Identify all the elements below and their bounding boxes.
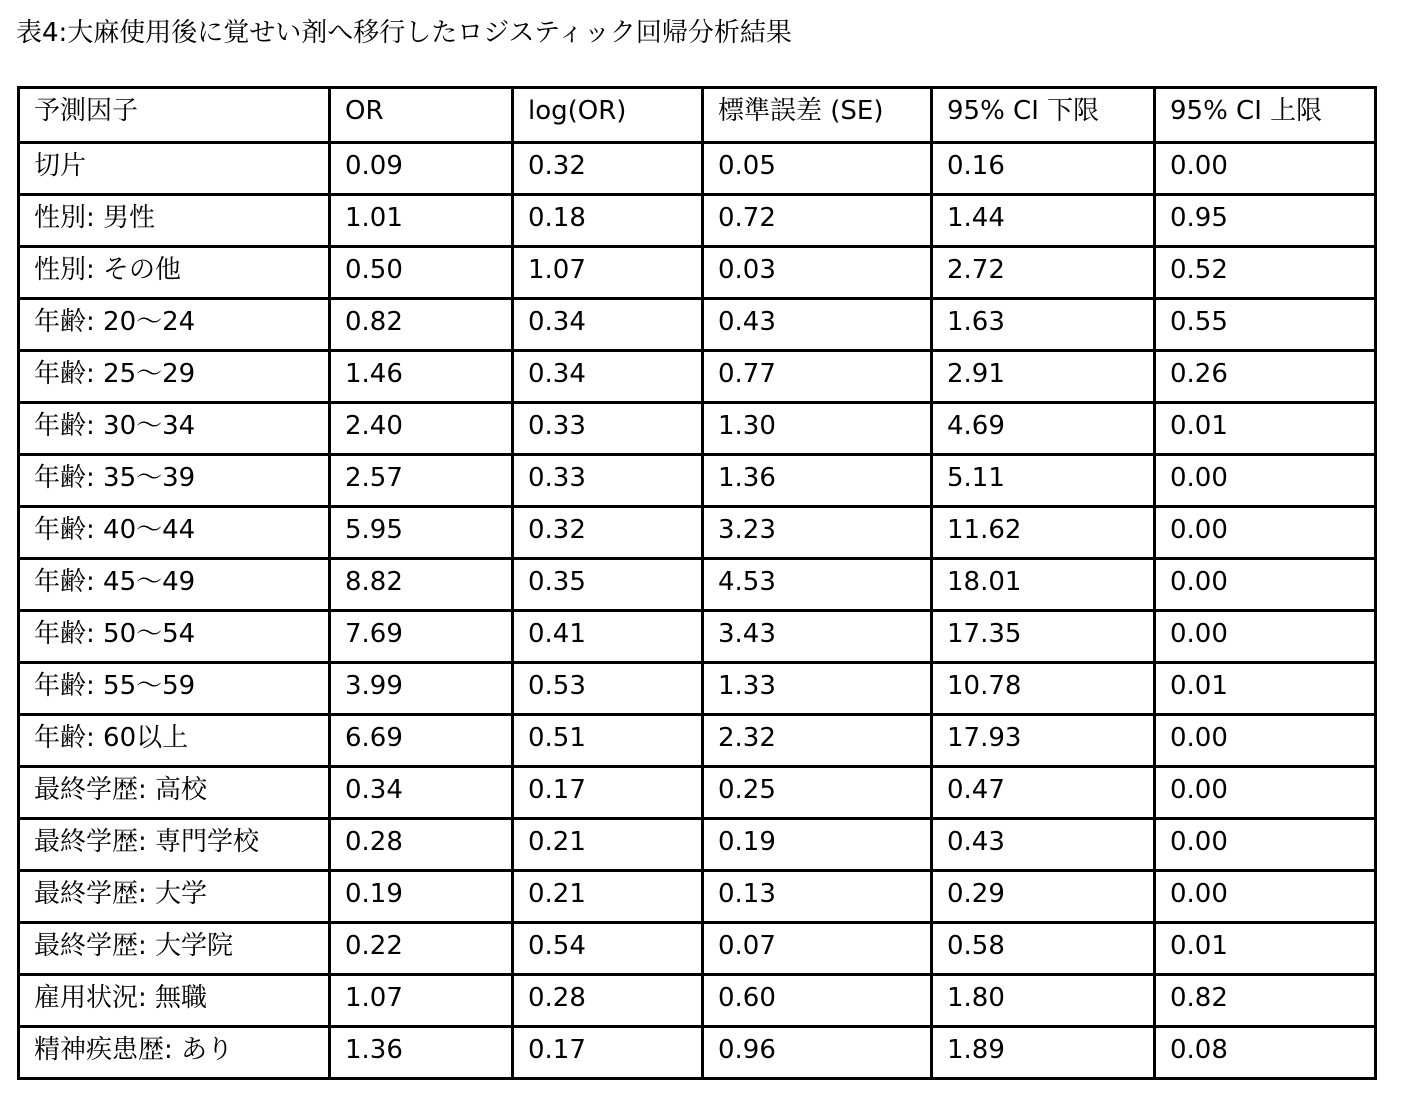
cell-ci-upper: 0.26	[1155, 351, 1376, 403]
cell-predictor: 年齢: 60以上	[19, 715, 330, 767]
cell-log-or: 0.17	[513, 767, 703, 819]
table-row	[19, 507, 1376, 559]
cell-or: 1.36	[330, 1027, 513, 1079]
cell-standard-error: 0.03	[703, 247, 932, 299]
cell-or: 2.57	[330, 455, 513, 507]
cell-log-or: 0.35	[513, 559, 703, 611]
cell-ci-lower: 10.78	[932, 663, 1155, 715]
cell-predictor: 年齢: 20～24	[19, 299, 330, 351]
cell-standard-error: 3.43	[703, 611, 932, 663]
cell-log-or: 0.21	[513, 871, 703, 923]
cell-log-or: 0.28	[513, 975, 703, 1027]
table-row	[19, 663, 1376, 715]
cell-ci-lower: 0.29	[932, 871, 1155, 923]
cell-log-or: 0.34	[513, 351, 703, 403]
cell-or: 0.82	[330, 299, 513, 351]
cell-ci-upper: 0.00	[1155, 819, 1376, 871]
cell-or: 0.50	[330, 247, 513, 299]
cell-ci-upper: 0.00	[1155, 455, 1376, 507]
cell-or: 7.69	[330, 611, 513, 663]
header-log-or: log(OR)	[513, 88, 703, 143]
table-row	[19, 299, 1376, 351]
cell-standard-error: 1.36	[703, 455, 932, 507]
cell-standard-error: 4.53	[703, 559, 932, 611]
cell-ci-upper: 0.00	[1155, 507, 1376, 559]
table-row	[19, 559, 1376, 611]
cell-predictor: 最終学歴: 大学	[19, 871, 330, 923]
cell-ci-lower: 0.16	[932, 143, 1155, 195]
regression-results-table	[17, 86, 1377, 1080]
table-caption: 表4:大麻使用後に覚せい剤へ移行したロジスティック回帰分析結果	[16, 18, 792, 48]
cell-ci-lower: 17.93	[932, 715, 1155, 767]
cell-or: 3.99	[330, 663, 513, 715]
table-row	[19, 247, 1376, 299]
cell-log-or: 0.33	[513, 455, 703, 507]
cell-ci-upper: 0.00	[1155, 871, 1376, 923]
cell-log-or: 0.54	[513, 923, 703, 975]
cell-log-or: 0.32	[513, 143, 703, 195]
cell-log-or: 1.07	[513, 247, 703, 299]
cell-log-or: 0.33	[513, 403, 703, 455]
cell-ci-upper: 0.00	[1155, 611, 1376, 663]
cell-predictor: 精神疾患歴: あり	[19, 1027, 330, 1079]
cell-standard-error: 0.05	[703, 143, 932, 195]
cell-predictor: 性別: その他	[19, 247, 330, 299]
table-row	[19, 195, 1376, 247]
cell-ci-lower: 1.44	[932, 195, 1155, 247]
table-row	[19, 143, 1376, 195]
cell-log-or: 0.51	[513, 715, 703, 767]
cell-ci-upper: 0.95	[1155, 195, 1376, 247]
cell-ci-lower: 2.72	[932, 247, 1155, 299]
cell-or: 1.01	[330, 195, 513, 247]
cell-predictor: 年齢: 40～44	[19, 507, 330, 559]
table-body	[19, 143, 1376, 1079]
cell-ci-lower: 11.62	[932, 507, 1155, 559]
table-row	[19, 819, 1376, 871]
cell-or: 5.95	[330, 507, 513, 559]
table-row	[19, 1027, 1376, 1079]
cell-ci-lower: 1.80	[932, 975, 1155, 1027]
table-row	[19, 923, 1376, 975]
cell-standard-error: 0.96	[703, 1027, 932, 1079]
cell-standard-error: 0.13	[703, 871, 932, 923]
cell-ci-lower: 18.01	[932, 559, 1155, 611]
header-standard-error: 標準誤差 (SE)	[703, 88, 932, 143]
table-row	[19, 871, 1376, 923]
cell-or: 1.46	[330, 351, 513, 403]
table-row	[19, 715, 1376, 767]
cell-ci-upper: 0.01	[1155, 403, 1376, 455]
table-row	[19, 767, 1376, 819]
header-or: OR	[330, 88, 513, 143]
cell-log-or: 0.41	[513, 611, 703, 663]
table-row	[19, 403, 1376, 455]
table-row	[19, 611, 1376, 663]
table-row	[19, 351, 1376, 403]
cell-predictor: 最終学歴: 専門学校	[19, 819, 330, 871]
cell-standard-error: 1.30	[703, 403, 932, 455]
cell-predictor: 最終学歴: 大学院	[19, 923, 330, 975]
cell-predictor: 年齢: 45～49	[19, 559, 330, 611]
cell-log-or: 0.53	[513, 663, 703, 715]
cell-ci-upper: 0.52	[1155, 247, 1376, 299]
cell-log-or: 0.21	[513, 819, 703, 871]
cell-predictor: 年齢: 35～39	[19, 455, 330, 507]
cell-ci-upper: 0.55	[1155, 299, 1376, 351]
cell-ci-upper: 0.01	[1155, 663, 1376, 715]
cell-ci-lower: 1.63	[932, 299, 1155, 351]
cell-standard-error: 0.25	[703, 767, 932, 819]
cell-or: 0.28	[330, 819, 513, 871]
cell-ci-upper: 0.00	[1155, 559, 1376, 611]
cell-ci-lower: 0.47	[932, 767, 1155, 819]
header-ci-lower: 95% CI 下限	[932, 88, 1155, 143]
cell-standard-error: 0.72	[703, 195, 932, 247]
cell-standard-error: 1.33	[703, 663, 932, 715]
cell-ci-upper: 0.82	[1155, 975, 1376, 1027]
cell-or: 8.82	[330, 559, 513, 611]
header-predictor: 予測因子	[19, 88, 330, 143]
cell-or: 0.09	[330, 143, 513, 195]
cell-or: 0.22	[330, 923, 513, 975]
cell-ci-lower: 4.69	[932, 403, 1155, 455]
cell-standard-error: 0.07	[703, 923, 932, 975]
cell-ci-lower: 2.91	[932, 351, 1155, 403]
cell-predictor: 最終学歴: 高校	[19, 767, 330, 819]
cell-ci-lower: 1.89	[932, 1027, 1155, 1079]
cell-ci-lower: 5.11	[932, 455, 1155, 507]
cell-predictor: 年齢: 30～34	[19, 403, 330, 455]
cell-predictor: 性別: 男性	[19, 195, 330, 247]
header-ci-upper: 95% CI 上限	[1155, 88, 1376, 143]
cell-ci-upper: 0.00	[1155, 143, 1376, 195]
cell-log-or: 0.17	[513, 1027, 703, 1079]
table-row	[19, 455, 1376, 507]
cell-or: 0.34	[330, 767, 513, 819]
cell-log-or: 0.32	[513, 507, 703, 559]
cell-ci-lower: 0.58	[932, 923, 1155, 975]
cell-log-or: 0.34	[513, 299, 703, 351]
cell-standard-error: 0.19	[703, 819, 932, 871]
cell-ci-upper: 0.00	[1155, 715, 1376, 767]
cell-standard-error: 0.77	[703, 351, 932, 403]
cell-standard-error: 3.23	[703, 507, 932, 559]
cell-predictor: 雇用状況: 無職	[19, 975, 330, 1027]
cell-standard-error: 2.32	[703, 715, 932, 767]
cell-log-or: 0.18	[513, 195, 703, 247]
cell-ci-upper: 0.00	[1155, 767, 1376, 819]
cell-ci-lower: 17.35	[932, 611, 1155, 663]
cell-ci-upper: 0.08	[1155, 1027, 1376, 1079]
cell-or: 2.40	[330, 403, 513, 455]
cell-standard-error: 0.43	[703, 299, 932, 351]
table-header-row	[19, 88, 1376, 143]
cell-predictor: 年齢: 50～54	[19, 611, 330, 663]
cell-predictor: 年齢: 25～29	[19, 351, 330, 403]
cell-ci-upper: 0.01	[1155, 923, 1376, 975]
table-row	[19, 975, 1376, 1027]
cell-or: 6.69	[330, 715, 513, 767]
cell-standard-error: 0.60	[703, 975, 932, 1027]
cell-or: 1.07	[330, 975, 513, 1027]
cell-predictor: 年齢: 55～59	[19, 663, 330, 715]
cell-or: 0.19	[330, 871, 513, 923]
cell-predictor: 切片	[19, 143, 330, 195]
cell-ci-lower: 0.43	[932, 819, 1155, 871]
